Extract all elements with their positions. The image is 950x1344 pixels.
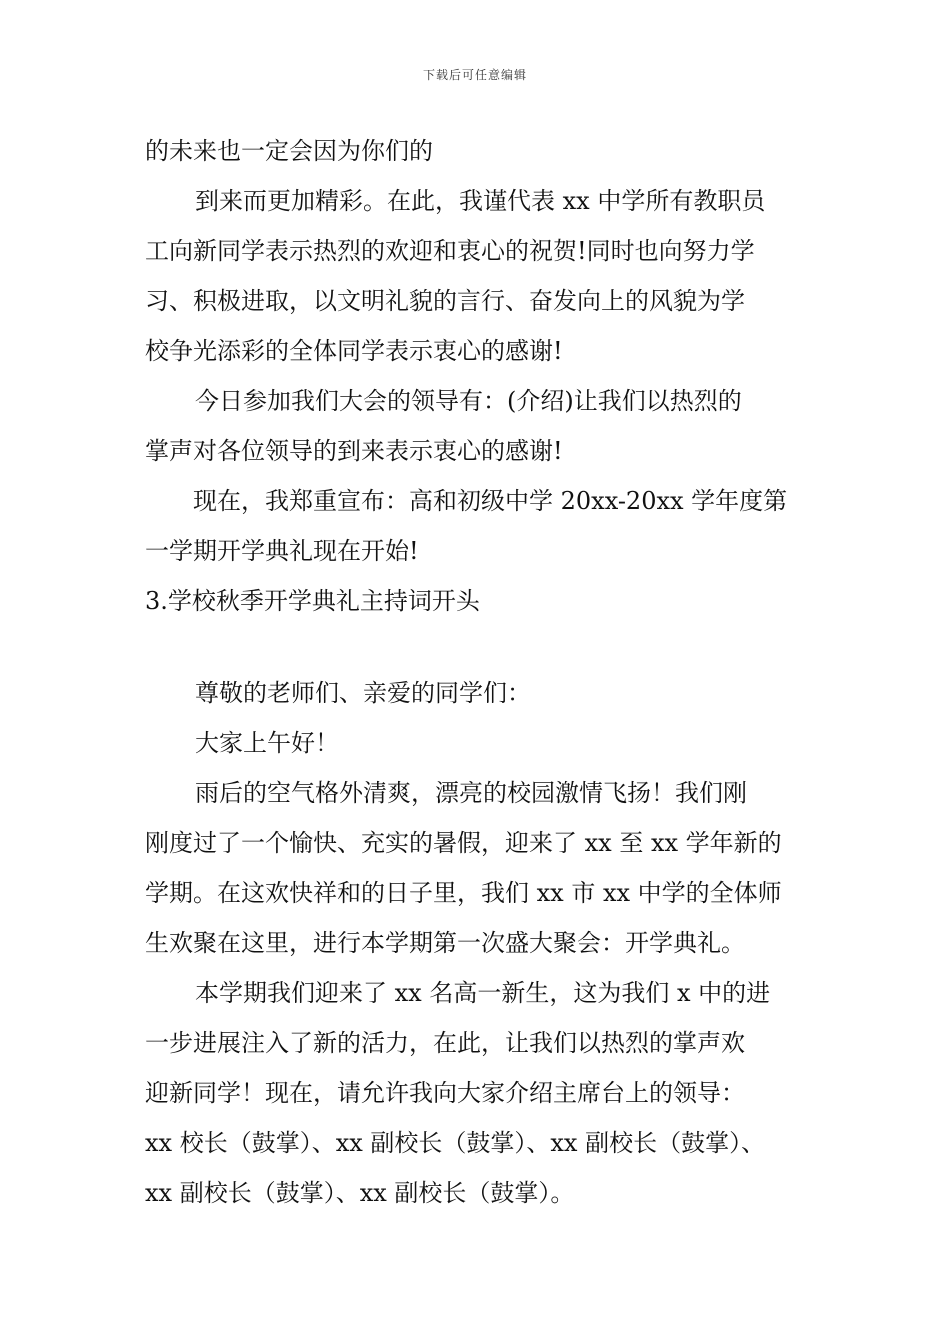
section-heading: 3.学校秋季开学典礼主持词开头 (145, 587, 480, 615)
text-line: xx 校长（鼓掌）、xx 副校长（鼓掌）、xx 副校长（鼓掌）、 (145, 1129, 766, 1157)
text-line: 大家上午好！ (195, 729, 339, 757)
text-line: 刚度过了一个愉快、充实的暑假，迎来了 xx 至 xx 学年新的 (145, 829, 782, 857)
text-line: 一步进展注入了新的活力，在此，让我们以热烈的掌声欢 (145, 1029, 745, 1057)
document-body (145, 126, 817, 1218)
text-line: 本学期我们迎来了 xx 名高一新生，这为我们 x 中的进 (195, 979, 771, 1007)
text-line: 尊敬的老师们、亲爱的同学们： (195, 679, 531, 707)
text-line: 校争光添彩的全体同学表示衷心的感谢! (145, 337, 563, 365)
text-line: 习、积极进取，以文明礼貌的言行、奋发向上的风貌为学 (145, 287, 745, 315)
text-line: 一学期开学典礼现在开始! (145, 537, 419, 565)
text-line: 的未来也一定会因为你们的 (145, 137, 433, 165)
text-line: 今日参加我们大会的领导有：(介绍)让我们以热烈的 (195, 387, 742, 415)
text-line: 雨后的空气格外清爽，漂亮的校园激情飞扬！我们刚 (195, 779, 747, 807)
text-line: 学期。在这欢快祥和的日子里，我们 xx 市 xx 中学的全体师 (145, 879, 782, 907)
page-header-note: 下载后可任意编辑 (422, 68, 527, 82)
text-line: 掌声对各位领导的到来表示衷心的感谢! (145, 437, 563, 465)
text-line: 到来而更加精彩。在此，我谨代表 xx 中学所有教职员 (195, 187, 766, 215)
paragraph-gap (145, 626, 817, 668)
text-line: 生欢聚在这里，进行本学期第一次盛大聚会：开学典礼。 (145, 929, 745, 957)
text-line: 迎新同学！现在，请允许我向大家介绍主席台上的领导： (145, 1079, 745, 1107)
text-line: xx 副校长（鼓掌）、xx 副校长（鼓掌）。 (145, 1179, 575, 1207)
text-line: 工向新同学表示热烈的欢迎和衷心的祝贺!同时也向努力学 (145, 237, 755, 265)
text-line: 现在，我郑重宣布：高和初级中学 20xx-20xx 学年度第 (193, 487, 788, 515)
